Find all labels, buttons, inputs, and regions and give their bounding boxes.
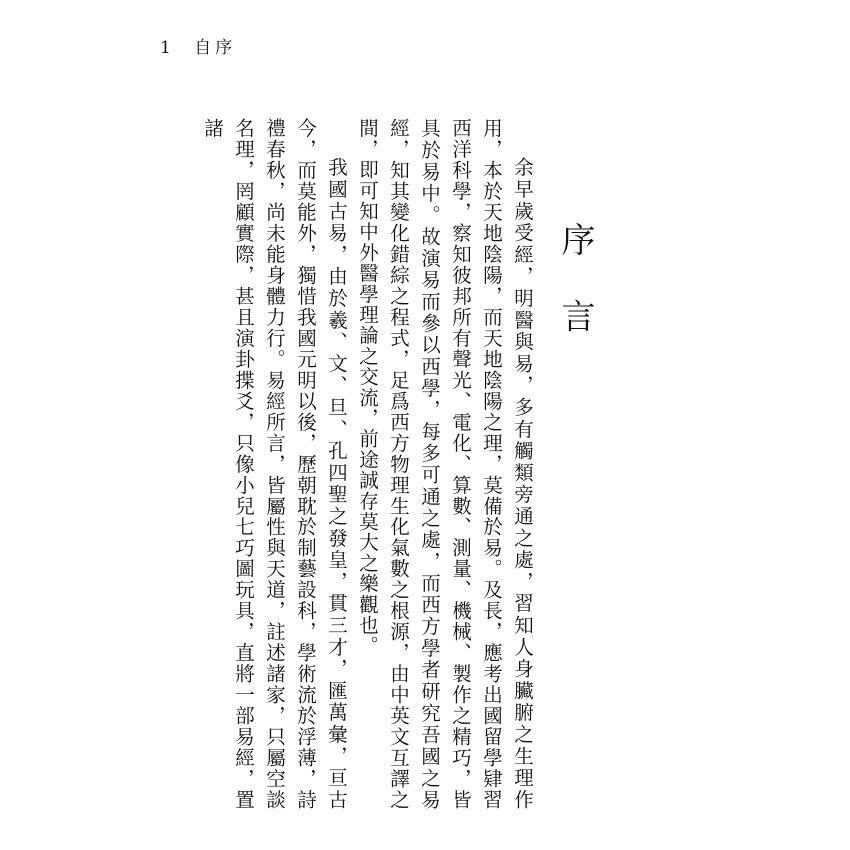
preface-title: 序 言	[555, 222, 595, 349]
preface-body	[197, 118, 538, 810]
paragraph-1: 余早歲受經，明醫與易，多有觸類旁通之處，習知人身臟腑之生理作用，本於天地陰陽，而天地陰陽之理，莫備於易。及長，應考出國留學肄習西洋科學，察知彼邦所有聲光、電化、算數、測量、機械、製作之精巧，皆具於易中。故演易而參以西學，每多可通之處，而西方學者研究吾國之易經，知其變化錯綜之程式，足爲西方物理生化氣數之根源，由中英文互譯之間，即可知中外醫學理論之交流，前途誠存莫大之樂觀也。	[356, 118, 534, 810]
running-title: 自序	[194, 38, 237, 58]
paragraph-2: 我國古易，由於羲、文、旦、孔四聖之發皇，貫三才，匯萬彙，亘古今，而莫能外，獨惜我國元明以後，歷朝耽於制藝設科，學術流於浮薄，詩禮春秋，尚未能身體力行。易經所言，皆屬性與天道，註述諸家，只屬空談名理，罔顧實際，甚且演卦揲爻，只像小兒七巧圖玩具，直將一部易經，置諸	[201, 118, 348, 810]
page-number: 1	[160, 38, 175, 58]
page-header	[160, 33, 246, 58]
